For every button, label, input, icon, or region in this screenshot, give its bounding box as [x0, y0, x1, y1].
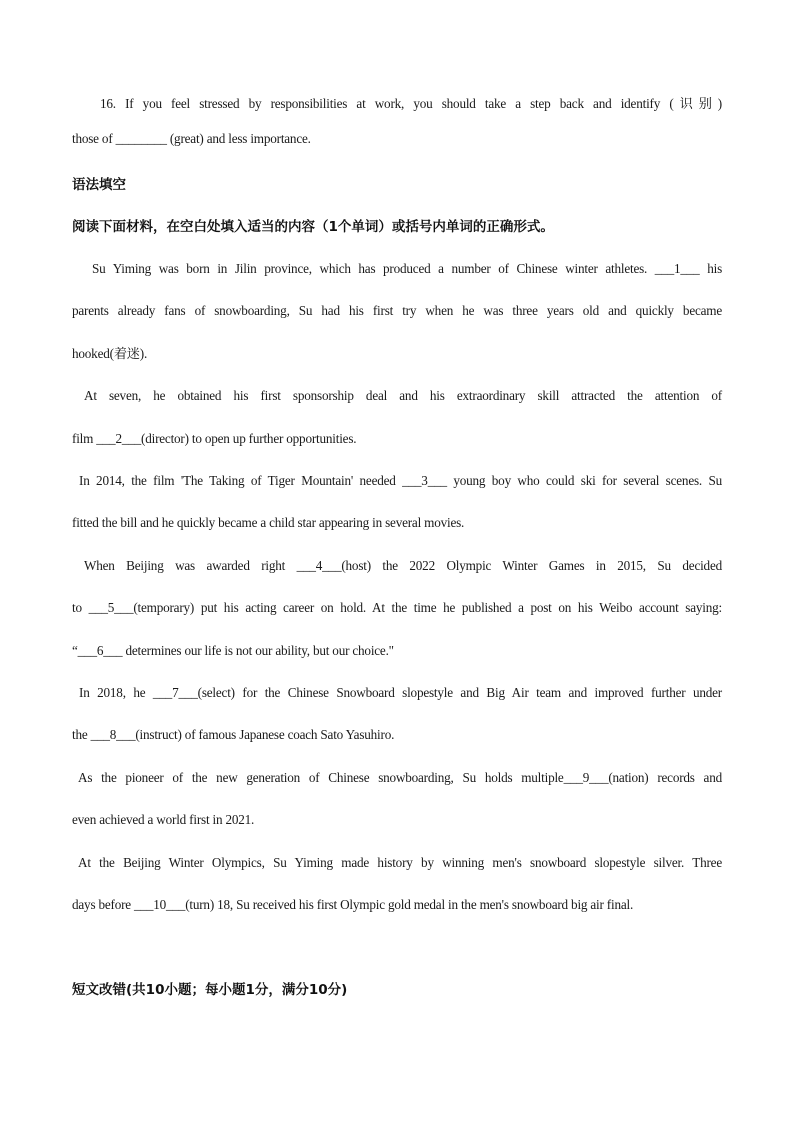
- passage-line: parents already fans of snowboarding, Su had his first try when he was three years old and quickly became: [72, 303, 722, 318]
- passage-line: fitted the bill and he quickly became a child star appearing in several movies.: [72, 515, 465, 530]
- passage-line: to ___5___(temporary) put his acting career on hold. At the time he published a post on his Weibo account saying:: [72, 600, 722, 615]
- section-title-error-correction: 短文改错(共10小题；每小题1分，满分10分): [72, 982, 348, 998]
- passage-line: film ___2___(director) to open up further opportunities.: [72, 431, 357, 446]
- passage-line: hooked(着迷).: [72, 346, 148, 361]
- passage-line: When Beijing was awarded right ___4___(host) the 2022 Olympic Winter Games in 2015, Su decided: [84, 558, 722, 573]
- passage-line: In 2014, the film 'The Taking of Tiger Mountain' needed ___3___ young boy who could ski for several scenes. Su: [79, 473, 722, 488]
- passage-line: At seven, he obtained his first sponsorship deal and his extraordinary skill attracted the attention of: [84, 388, 722, 403]
- passage-line: As the pioneer of the new generation of Chinese snowboarding, Su holds multiple___9___(nation) records and: [78, 770, 722, 785]
- passage-line: even achieved a world first in 2021.: [72, 812, 255, 827]
- question-16-line-2: those of ________ (great) and less importance.: [72, 131, 311, 146]
- section-title-grammar-fill: 语法填空: [72, 177, 126, 193]
- section-instruction: 阅读下面材料，在空白处填入适当的内容（1个单词）或括号内单词的正确形式。: [72, 219, 554, 235]
- question-16-line-1: 16. If you feel stressed by responsibilities at work, you should take a step back and identify (识别): [100, 96, 722, 111]
- passage-line: “___6___ determines our life is not our ability, but our choice.": [72, 643, 394, 658]
- passage-line: In 2018, he ___7___(select) for the Chinese Snowboard slopestyle and Big Air team and improved further under: [79, 685, 722, 700]
- passage-line: Su Yiming was born in Jilin province, which has produced a number of Chinese winter athletes. ___1___ his: [92, 261, 722, 276]
- passage-line: days before ___10___(turn) 18, Su received his first Olympic gold medal in the men's snowboard big air final.: [72, 897, 634, 912]
- passage-line: At the Beijing Winter Olympics, Su Yiming made history by winning men's snowboard slopestyle silver. Three: [78, 855, 722, 870]
- passage-line: the ___8___(instruct) of famous Japanese coach Sato Yasuhiro.: [72, 727, 395, 742]
